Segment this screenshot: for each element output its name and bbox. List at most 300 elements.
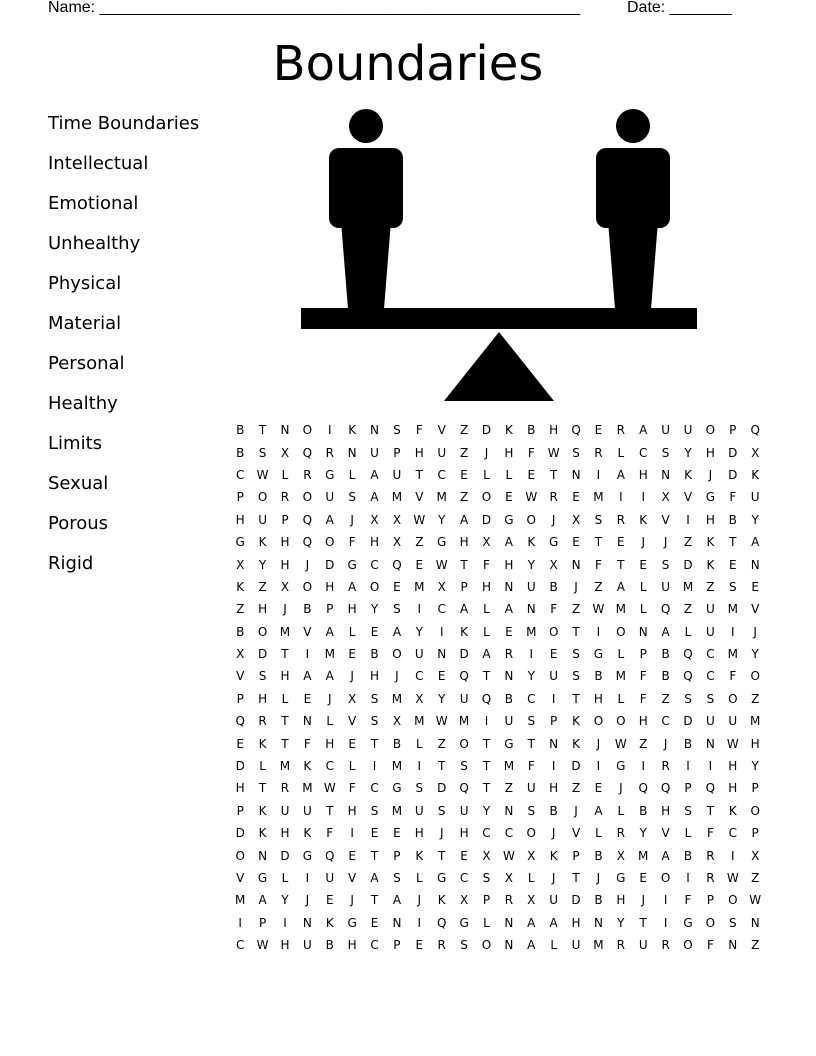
grid-cell: S bbox=[661, 557, 670, 572]
grid-cell: U bbox=[258, 512, 267, 527]
grid-cell: T bbox=[281, 714, 289, 729]
grid-cell: W bbox=[435, 557, 448, 572]
grid-cell: O bbox=[302, 423, 313, 438]
grid-cell: A bbox=[527, 938, 536, 953]
grid-cell: R bbox=[661, 759, 670, 774]
grid-cell: T bbox=[438, 848, 446, 863]
grid-cell: J bbox=[708, 467, 713, 482]
grid-row bbox=[229, 777, 766, 799]
grid-cell: R bbox=[616, 826, 625, 841]
grid-cell: H bbox=[571, 915, 581, 930]
grid-cell: H bbox=[325, 579, 335, 594]
grid-cell: H bbox=[705, 445, 715, 460]
grid-cell: Z bbox=[751, 691, 760, 706]
grid-cell: M bbox=[391, 803, 403, 818]
grid-cell: F bbox=[415, 423, 423, 438]
grid-cell: O bbox=[369, 579, 380, 594]
grid-cell: O bbox=[683, 938, 693, 953]
grid-cell: T bbox=[438, 759, 446, 774]
grid-cell: A bbox=[527, 915, 536, 930]
grid-cell: H bbox=[280, 557, 290, 572]
grid-cell: I bbox=[686, 871, 690, 885]
grid-cell: R bbox=[258, 714, 267, 729]
grid-cell: N bbox=[661, 467, 671, 482]
grid-cell: D bbox=[437, 781, 447, 796]
grid-cell: V bbox=[751, 602, 760, 617]
grid-cell: Q bbox=[660, 781, 671, 796]
grid-cell: M bbox=[458, 714, 470, 729]
grid-cell: E bbox=[370, 826, 379, 841]
grid-cell: M bbox=[391, 691, 403, 706]
grid-cell: H bbox=[549, 781, 559, 796]
grid-cell: R bbox=[325, 445, 334, 460]
grid-cell: G bbox=[257, 871, 268, 885]
grid-cell: C bbox=[437, 467, 446, 482]
grid-cell: Q bbox=[660, 602, 671, 617]
grid-cell: T bbox=[326, 803, 334, 818]
grid-row bbox=[229, 912, 766, 934]
grid-cell: A bbox=[392, 893, 402, 908]
word-list-item: Limits bbox=[48, 433, 102, 454]
grid-cell: O bbox=[459, 736, 469, 751]
grid-cell: I bbox=[417, 759, 422, 774]
grid-cell: S bbox=[572, 445, 580, 460]
grid-cell: X bbox=[549, 557, 558, 572]
grid-cell: F bbox=[483, 557, 490, 572]
grid-cell: C bbox=[370, 938, 379, 953]
grid-cell: O bbox=[257, 624, 268, 639]
grid-cell: I bbox=[417, 915, 422, 930]
grid-cell: G bbox=[437, 871, 447, 885]
grid-cell: Z bbox=[683, 602, 693, 617]
grid-cell: T bbox=[281, 736, 289, 751]
grid-cell: P bbox=[706, 893, 715, 908]
grid-cell: S bbox=[661, 445, 670, 460]
grid-cell: E bbox=[505, 490, 513, 505]
grid-cell: W bbox=[726, 736, 739, 751]
grid-cell: S bbox=[572, 647, 580, 662]
grid-cell: J bbox=[663, 736, 668, 751]
grid-cell: D bbox=[280, 848, 290, 863]
grid-cell: G bbox=[705, 490, 716, 505]
grid-cell: W bbox=[592, 602, 605, 617]
grid-cell: R bbox=[616, 423, 625, 438]
grid-cell: H bbox=[370, 669, 380, 684]
grid-cell: D bbox=[481, 423, 492, 438]
grid-cell: H bbox=[504, 557, 514, 572]
grid-cell: S bbox=[370, 803, 379, 818]
grid-cell: X bbox=[236, 557, 245, 572]
grid-cell: E bbox=[549, 647, 558, 662]
grid-cell: D bbox=[235, 759, 245, 774]
grid-cell: I bbox=[641, 759, 645, 774]
grid-cell: J bbox=[439, 826, 444, 841]
grid-row bbox=[229, 464, 766, 486]
grid-cell: O bbox=[660, 871, 671, 885]
grid-cell: G bbox=[549, 535, 559, 550]
grid-cell: P bbox=[258, 915, 267, 930]
grid-cell: D bbox=[325, 557, 335, 572]
grid-cell: X bbox=[392, 535, 402, 550]
grid-cell: U bbox=[526, 579, 536, 594]
grid-cell: J bbox=[551, 512, 556, 527]
grid-cell: B bbox=[639, 803, 648, 818]
grid-cell: A bbox=[639, 423, 648, 438]
grid-cell: A bbox=[549, 915, 558, 930]
grid-cell: H bbox=[481, 579, 491, 594]
grid-cell: O bbox=[705, 915, 716, 930]
grid-cell: Y bbox=[617, 915, 625, 930]
grid-cell: P bbox=[572, 848, 580, 863]
grid-cell: I bbox=[686, 512, 690, 527]
grid-cell: P bbox=[550, 714, 558, 729]
grid-cell: Q bbox=[571, 423, 581, 438]
grid-cell: Z bbox=[751, 871, 760, 885]
grid-cell: F bbox=[706, 826, 714, 841]
grid-cell: F bbox=[684, 893, 692, 908]
grid-cell: I bbox=[238, 915, 242, 930]
grid-cell: T bbox=[258, 781, 267, 796]
grid-cell: K bbox=[751, 467, 760, 482]
grid-cell: H bbox=[280, 826, 290, 841]
balance-scale-two-people-icon bbox=[296, 106, 706, 404]
grid-cell: L bbox=[281, 871, 289, 885]
grid-cell: E bbox=[460, 848, 468, 863]
grid-cell: L bbox=[483, 624, 490, 639]
grid-cell: G bbox=[616, 759, 626, 774]
grid-cell: J bbox=[305, 557, 310, 572]
grid-cell: G bbox=[593, 647, 604, 662]
grid-cell: P bbox=[639, 647, 647, 662]
grid-cell: V bbox=[415, 490, 424, 505]
grid-cell: Y bbox=[639, 826, 647, 841]
grid-cell: U bbox=[571, 938, 581, 953]
word-list-item: Physical bbox=[48, 273, 122, 294]
grid-cell: K bbox=[236, 579, 245, 594]
grid-cell: I bbox=[417, 602, 422, 617]
grid-cell: Y bbox=[415, 624, 423, 639]
grid-cell: J bbox=[619, 781, 623, 796]
grid-cell: J bbox=[395, 669, 399, 684]
grid-cell: H bbox=[280, 669, 290, 684]
grid-cell: Q bbox=[302, 535, 313, 550]
grid-cell: O bbox=[616, 624, 626, 639]
grid-cell: W bbox=[502, 848, 515, 863]
grid-cell: Y bbox=[482, 803, 491, 818]
grid-cell: H bbox=[370, 535, 380, 550]
grid-cell: S bbox=[370, 714, 379, 729]
grid-cell: I bbox=[686, 759, 690, 774]
grid-cell: S bbox=[393, 602, 401, 617]
grid-cell: B bbox=[370, 647, 379, 662]
grid-cell: B bbox=[683, 848, 693, 863]
grid-cell: A bbox=[504, 535, 513, 550]
grid-cell: I bbox=[529, 647, 534, 662]
grid-cell: T bbox=[572, 624, 580, 639]
grid-cell: B bbox=[549, 803, 558, 818]
grid-cell: Z bbox=[459, 445, 469, 460]
grid-cell: J bbox=[484, 445, 489, 460]
grid-cell: Y bbox=[527, 557, 535, 572]
grid-cell: Q bbox=[235, 714, 245, 729]
word-list-item: Healthy bbox=[48, 393, 118, 414]
grid-cell: P bbox=[393, 938, 401, 953]
grid-cell: L bbox=[348, 467, 356, 482]
grid-cell: Z bbox=[504, 781, 513, 796]
grid-cell: K bbox=[258, 803, 267, 818]
grid-cell: A bbox=[303, 669, 312, 684]
grid-cell: I bbox=[663, 893, 668, 908]
grid-cell: I bbox=[305, 647, 310, 662]
grid-cell: K bbox=[325, 915, 334, 930]
grid-cell: L bbox=[639, 602, 647, 617]
grid-cell: Y bbox=[438, 512, 446, 527]
grid-cell: F bbox=[326, 826, 334, 841]
grid-cell: N bbox=[370, 423, 380, 438]
grid-cell: O bbox=[235, 848, 245, 863]
grid-cell: O bbox=[325, 535, 335, 550]
grid-cell: Q bbox=[750, 423, 760, 438]
grid-cell: L bbox=[527, 871, 535, 885]
grid-cell: M bbox=[638, 848, 649, 863]
grid-cell: Y bbox=[258, 557, 267, 572]
grid-cell: F bbox=[527, 759, 535, 774]
grid-cell: F bbox=[527, 445, 535, 460]
grid-cell: N bbox=[392, 915, 402, 930]
word-list-item: Porous bbox=[48, 513, 109, 534]
grid-cell: H bbox=[235, 512, 245, 527]
grid-cell: K bbox=[728, 803, 737, 818]
grid-cell: B bbox=[325, 938, 334, 953]
grid-cell: W bbox=[749, 893, 762, 908]
grid-cell: B bbox=[236, 445, 245, 460]
grid-cell: A bbox=[504, 602, 513, 617]
grid-cell: S bbox=[684, 803, 692, 818]
grid-cell: T bbox=[729, 535, 737, 550]
grid-cell: F bbox=[348, 781, 356, 796]
grid-cell: L bbox=[483, 602, 490, 617]
grid-cell: S bbox=[258, 669, 267, 684]
grid-cell: E bbox=[415, 938, 424, 953]
grid-cell: G bbox=[459, 915, 469, 930]
grid-cell: N bbox=[347, 445, 357, 460]
grid-cell: J bbox=[283, 602, 287, 617]
grid-cell: B bbox=[392, 736, 402, 751]
grid-cell: R bbox=[549, 490, 558, 505]
grid-cell: A bbox=[482, 647, 491, 662]
grid-cell: N bbox=[280, 423, 290, 438]
grid-cell: G bbox=[347, 557, 357, 572]
grid-cell: H bbox=[347, 803, 357, 818]
grid-row bbox=[229, 934, 766, 956]
grid-cell: R bbox=[437, 938, 446, 953]
grid-cell: U bbox=[459, 803, 469, 818]
grid-row bbox=[229, 867, 766, 889]
grid-cell: T bbox=[572, 871, 580, 885]
grid-cell: B bbox=[728, 512, 737, 527]
grid-cell: Q bbox=[638, 781, 648, 796]
grid-cell: H bbox=[593, 691, 603, 706]
grid-cell: E bbox=[639, 557, 648, 572]
grid-row bbox=[229, 509, 766, 531]
grid-cell: Z bbox=[706, 579, 715, 594]
grid-cell: Q bbox=[459, 669, 469, 684]
grid-cell: R bbox=[706, 871, 715, 885]
grid-row bbox=[229, 598, 766, 620]
grid-cell: H bbox=[459, 826, 469, 841]
grid-cell: G bbox=[302, 848, 313, 863]
grid-cell: N bbox=[504, 669, 514, 684]
grid-cell: E bbox=[370, 624, 379, 639]
grid-cell: I bbox=[731, 848, 735, 863]
grid-cell: L bbox=[415, 736, 423, 751]
grid-cell: N bbox=[750, 915, 760, 930]
grid-cell: Z bbox=[258, 579, 267, 594]
grid-cell: Y bbox=[684, 445, 692, 460]
grid-cell: C bbox=[236, 938, 245, 953]
grid-row bbox=[229, 755, 766, 777]
grid-cell: M bbox=[593, 938, 604, 953]
grid-cell: E bbox=[348, 647, 356, 662]
grid-cell: U bbox=[414, 803, 424, 818]
grid-cell: H bbox=[728, 759, 738, 774]
grid-cell: K bbox=[572, 714, 580, 729]
grid-cell: V bbox=[236, 871, 245, 885]
grid-cell: J bbox=[350, 669, 354, 684]
grid-cell: N bbox=[437, 647, 447, 662]
grid-cell: O bbox=[481, 938, 492, 953]
grid-cell: E bbox=[639, 871, 648, 885]
grid-cell: U bbox=[280, 803, 290, 818]
grid-cell: L bbox=[617, 803, 625, 818]
grid-cell: L bbox=[326, 714, 334, 729]
grid-cell: E bbox=[325, 893, 334, 908]
grid-cell: I bbox=[551, 759, 556, 774]
grid-cell: Q bbox=[436, 915, 447, 930]
grid-cell: Z bbox=[459, 490, 469, 505]
grid-cell: J bbox=[417, 893, 422, 908]
grid-cell: K bbox=[460, 624, 469, 639]
grid-cell: L bbox=[617, 691, 625, 706]
grid-cell: S bbox=[527, 803, 536, 818]
word-list-item: Personal bbox=[48, 353, 125, 374]
grid-cell: D bbox=[571, 759, 581, 774]
grid-cell: A bbox=[459, 602, 469, 617]
grid-cell: L bbox=[505, 467, 513, 482]
grid-row bbox=[229, 889, 766, 911]
grid-cell: N bbox=[302, 915, 312, 930]
grid-cell: H bbox=[258, 602, 268, 617]
grid-cell: O bbox=[481, 490, 492, 505]
grid-cell: U bbox=[706, 714, 715, 729]
grid-cell: U bbox=[549, 893, 559, 908]
grid-cell: R bbox=[706, 848, 715, 863]
grid-cell: S bbox=[460, 759, 468, 774]
grid-cell: U bbox=[526, 781, 536, 796]
grid-cell: H bbox=[347, 938, 357, 953]
grid-cell: C bbox=[527, 691, 536, 706]
grid-cell: H bbox=[414, 826, 424, 841]
grid-cell: T bbox=[594, 535, 603, 550]
grid-cell: E bbox=[572, 535, 580, 550]
grid-cell: J bbox=[350, 512, 354, 527]
grid-cell: O bbox=[392, 647, 402, 662]
grid-cell: X bbox=[459, 893, 469, 908]
grid-cell: S bbox=[393, 423, 401, 438]
grid-cell: X bbox=[280, 445, 290, 460]
grid-cell: P bbox=[236, 803, 244, 818]
grid-cell: R bbox=[661, 938, 670, 953]
grid-cell: C bbox=[639, 445, 648, 460]
grid-cell: Z bbox=[751, 938, 760, 953]
grid-cell: S bbox=[728, 579, 737, 594]
grid-cell: H bbox=[325, 736, 335, 751]
grid-cell: Y bbox=[370, 602, 379, 617]
grid-cell: L bbox=[281, 691, 289, 706]
grid-cell: W bbox=[435, 714, 448, 729]
grid-cell: H bbox=[750, 736, 760, 751]
grid-cell: S bbox=[527, 714, 536, 729]
grid-cell: B bbox=[236, 423, 245, 438]
grid-cell: T bbox=[258, 423, 267, 438]
grid-cell: E bbox=[415, 557, 424, 572]
grid-cell: N bbox=[258, 848, 268, 863]
grid-cell: D bbox=[481, 512, 492, 527]
grid-cell: M bbox=[414, 579, 425, 594]
grid-cell: S bbox=[482, 871, 491, 885]
grid-cell: O bbox=[302, 490, 313, 505]
grid-cell: O bbox=[728, 691, 738, 706]
grid-cell: A bbox=[348, 579, 357, 594]
grid-cell: L bbox=[259, 759, 266, 774]
grid-cell: N bbox=[504, 579, 514, 594]
grid-cell: A bbox=[751, 535, 760, 550]
grid-cell: I bbox=[708, 759, 713, 774]
grid-cell: E bbox=[437, 669, 446, 684]
grid-row bbox=[229, 486, 766, 508]
grid-cell: P bbox=[751, 826, 759, 841]
grid-cell: H bbox=[347, 602, 357, 617]
grid-cell: S bbox=[258, 445, 267, 460]
grid-cell: E bbox=[594, 781, 603, 796]
grid-cell: M bbox=[324, 647, 335, 662]
grid-cell: K bbox=[348, 423, 357, 438]
grid-cell: E bbox=[594, 423, 603, 438]
grid-cell: B bbox=[661, 647, 670, 662]
word-list-item: Intellectual bbox=[48, 153, 149, 174]
grid-cell: M bbox=[279, 624, 291, 639]
grid-cell: Z bbox=[683, 535, 693, 550]
word-list-item: Time Boundaries bbox=[48, 113, 200, 134]
grid-cell: H bbox=[280, 535, 290, 550]
grid-cell: H bbox=[459, 535, 469, 550]
grid-cell: J bbox=[663, 535, 668, 550]
grid-cell: U bbox=[683, 423, 693, 438]
grid-cell: O bbox=[302, 579, 313, 594]
grid-cell: U bbox=[302, 803, 312, 818]
grid-cell: Y bbox=[281, 893, 289, 908]
grid-row bbox=[229, 732, 766, 754]
grid-cell: U bbox=[706, 624, 715, 639]
grid-cell: J bbox=[574, 579, 578, 594]
grid-cell: S bbox=[460, 938, 468, 953]
grid-cell: X bbox=[527, 848, 536, 863]
grid-cell: K bbox=[258, 736, 267, 751]
grid-cell: E bbox=[728, 557, 737, 572]
grid-cell: C bbox=[706, 669, 715, 684]
grid-cell: S bbox=[706, 691, 715, 706]
grid-cell: U bbox=[370, 445, 379, 460]
